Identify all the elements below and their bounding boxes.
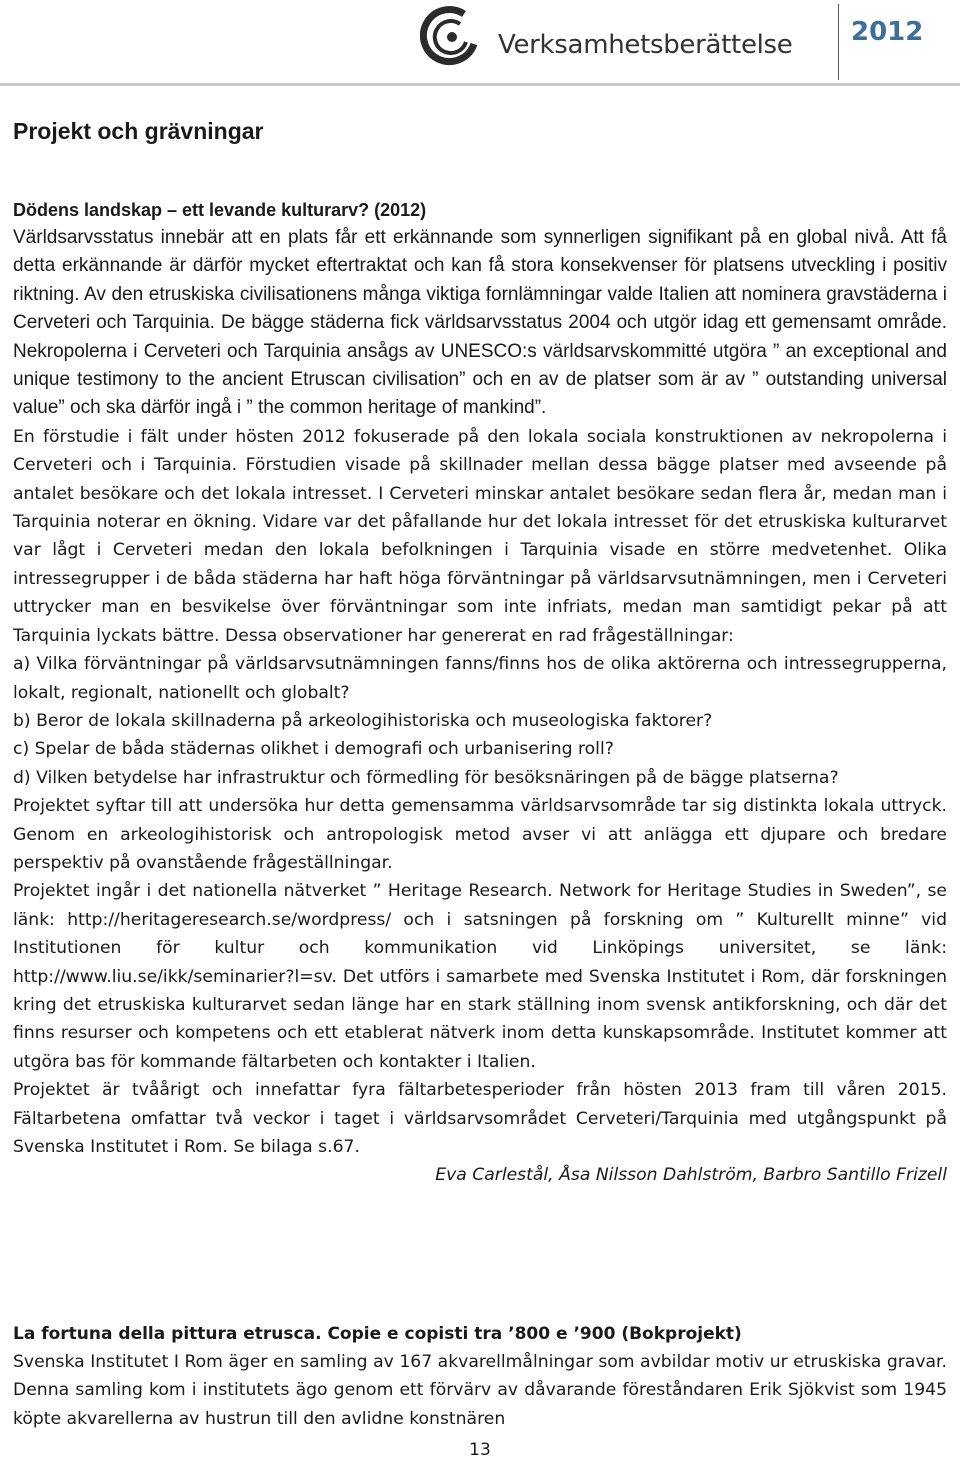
paragraph: Projektet är tvåårigt och innefattar fyra fältarbetesperioder från hösten 2013 fram till våren 2015. Fältarbetena omfattar två veckor i taget i världsarvsområdet Cerveteri/Tarquinia med utgångspunkt på Svenska Institutet i Rom. Se bilaga s.67.: [13, 1080, 947, 1157]
section-title: Dödens landskap – ett levande kulturarv? (2012): [13, 200, 427, 220]
institute-logo-icon: [420, 4, 484, 68]
report-title: Verksamhetsberättelse: [498, 30, 793, 60]
question-b: b) Beror de lokala skillnaderna på arkeologihistoriska och museologiska faktorer?: [13, 710, 713, 731]
question-d: d) Vilken betydelse har infrastruktur och förmedling för besöksnäringen på de bägge platserna?: [13, 767, 839, 788]
question-a: a) Vilka förväntningar på världsarvsutnämningen fanns/finns hos de olika aktörerna och intressegrupperna, lokalt, regionalt, nationellt och globalt?: [13, 654, 947, 703]
paragraph: Projektet ingår i det nationella nätverket ” Heritage Research. Network for Heritage Studies in Sweden”, se länk: http://heritageresearch.se/wordpress/ och i satsningen på forskning om ” Kulturellt minne” vid Institutionen för kultur och kommunikation vid Linköpings universitet, se länk: http://www.liu.se/ikk/seminarier?l=sv. Det utförs i samarbete med Svenska Institutet i Rom, där forskningen kring det etruskiska kulturarvet sedan länge har en stark ställning inom svensk antikforskning, och där det finns resurser och kompetens och ett etablerat nätverk inom detta kunskapsområde. Institutet kommer att utgöra bas för kommande fältarbeten och kontakter i Italien.: [13, 881, 947, 1072]
question-c: c) Spelar de båda städernas olikhet i demografi och urbanisering roll?: [13, 739, 614, 760]
paragraph: En förstudie i fält under hösten 2012 fokuserade på den lokala sociala konstruktionen av nekropolerna i Cerveteri och i Tarquinia. Förstudien visade på skillnader mellan dessa bägge platser med avseende på antalet besökare och det lokala intresset. I Cerveteri minskar antalet besökare sedan flera år, medan man i Tarquinia noterar en ökning. Vidare var det påfallande hur det lokala intresset för det etruskiska kulturarvet var lågt i Cerveteri medan den lokala befolkningen i Tarquinia visade en större medvetenhet. Olika intressegrupper i de båda städerna har haft höga förväntningar på världsarvsutnämningen, men i Cerveteri uttrycker man en besvikelse över förväntningar som inte infriats, medan man samtidigt pekar på att Tarquinia lyckats bättre. Dessa observationer har genererat en rad frågeställningar:: [13, 426, 947, 646]
section-title: La fortuna della pittura etrusca. Copie e copisti tra ’800 e ’900 (Bokprojekt): [13, 1324, 742, 1344]
report-year: 2012: [851, 17, 924, 47]
paragraph: Världsarvsstatus innebär att en plats får ett erkännande som synnerligen signifikant på en global nivå. Att få detta erkännande är därför mycket eftertraktat och kan få stora konsekvenser för platsens utveckling i positiv riktning. Av den etruskiska civilisationens många viktiga fornlämningar valde Italien att nominera gravstäderna i Cerveteri och Tarquinia. De bägge städerna fick världsarvsstatus 2004 och utgör idag ett gemensamt område. Nekropolerna i Cerveteri och Tarquinia ansågs av UNESCO:s världsarvskommitté utgöra ” an exceptional and unique testimony to the ancient Etruscan civilisation” och en av de platser som är av ” outstanding universal value” och ska därför ingå i ” the common heritage of mankind”.: [13, 227, 947, 419]
header-divider: [838, 4, 839, 80]
section-la-fortuna: [13, 1320, 947, 1433]
section-dodens-landskap: [13, 196, 947, 1190]
paragraph: Projektet syftar till att undersöka hur detta gemensamma världsarvsområde tar sig distinkta lokala uttryck. Genom en arkeologihistorisk och antropologisk metod avser vi att anlägga ett djupare och bredare perspektiv på ovanstående frågeställningar.: [13, 796, 947, 873]
header-rule: [0, 83, 960, 86]
page-header: [0, 0, 960, 90]
paragraph: Svenska Institutet I Rom äger en samling av 167 akvarellmålningar som avbildar motiv ur etruskiska gravar. Denna samling kom i institutets ägo genom ett förvärv av dåvarande föreståndaren Erik Sjökvist som 1945 köpte akvarellerna av hustrun till den avlidne konstnären: [13, 1352, 947, 1429]
page-number: 13: [469, 1440, 491, 1460]
author-signature: Eva Carlestål, Åsa Nilsson Dahlström, Barbro Santillo Frizell: [435, 1165, 947, 1186]
page-title: Projekt och grävningar: [13, 118, 264, 144]
